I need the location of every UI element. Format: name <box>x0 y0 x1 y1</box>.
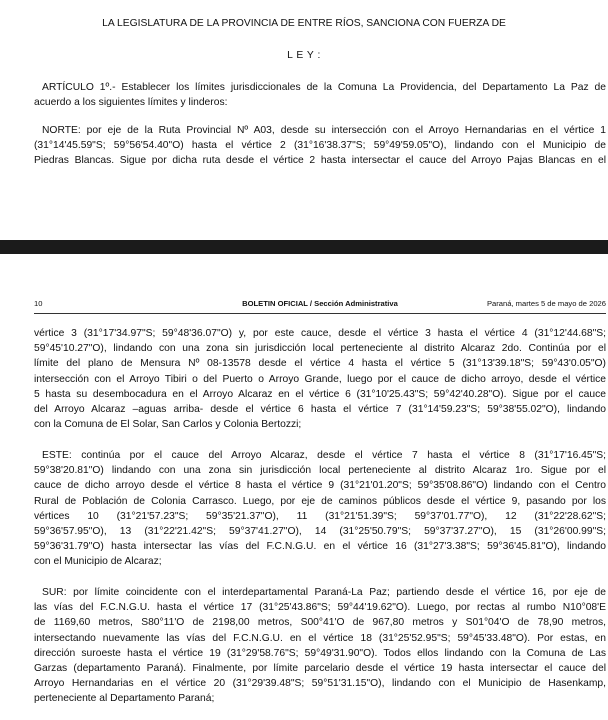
page-separator <box>0 240 608 254</box>
header-divider <box>34 313 606 314</box>
sur-paragraph <box>34 585 606 707</box>
text-line: Piedras Blancas. Sigue por dicha ruta desde el vértice 2 hasta intersectar el cauce del Arroyo Pajas Blancas en el <box>34 155 606 167</box>
bulletin-title: BOLETIN OFICIAL / Sección Administrativa <box>242 299 398 308</box>
publication-date: Paraná, martes 5 de mayo de 2026 <box>486 299 606 308</box>
text-line: vértice 3 (31°17'34.97"S; 59°48'36.07"O) y, por este cauce, desde el vértice 3 hasta el vértice 4 (31°12'44.68"S; <box>34 328 606 339</box>
text-line: con la Comuna de El Solar, San Carlos y Colonia Bertozzi; <box>34 419 302 431</box>
text-line: las vías del F.C.N.G.U. hasta el vértice 17 (31°25'43.86"S; 59°44'19.62"O). Luego, por rectas al rumbo N10°08'E <box>34 602 606 614</box>
text-line: cauce de dicho arroyo desde el vértice 8 hasta el vértice 9 (31°21'01.20"S; 59°35'08.86"O) lindando con el Centro <box>34 480 606 492</box>
text-line: acuerdo a los siguientes límites y linderos: <box>34 97 228 109</box>
page-header <box>34 299 606 311</box>
text-line: con el Municipio de Alcaraz; <box>34 556 162 568</box>
ley-heading: L E Y : <box>287 50 321 61</box>
legislature-heading: LA LEGISLATURA DE LA PROVINCIA DE ENTRE RÍOS, SANCIONA CON FUERZA DE <box>102 18 506 29</box>
text-line: SUR: por límite coincidente con el interdepartamental Paraná-La Paz; partiendo desde el vértice 16, por eje de <box>42 587 606 598</box>
articulo-1-paragraph <box>34 80 606 110</box>
text-line: 5 hasta su desembocadura en el Arroyo Alcaraz en el vértice 6 (31°10'25.43"S; 59°42'40.28"O). Sigue por el cauce <box>34 388 606 400</box>
text-line: del Arroyo Alcaraz –aguas arriba- desde el vértice 6 hasta el vértice 7 (31°14'59.23"S; 59°38'55.02"O), lindando <box>34 404 606 416</box>
norte-continuation-paragraph <box>34 326 606 432</box>
text-line: ARTÍCULO 1º.- Establecer los límites jurisdiccionales de la Comuna La Providencia, del Departamento La Paz de <box>42 82 606 93</box>
text-line: Garzas (departamento Paraná). Finalmente, por límite parcelario desde el vértice 19 hasta intersectar el cauce del <box>34 663 606 675</box>
text-line: dirección suroeste hasta el vértice 19 (31°29'58.76"S; 59°49'31.90"O). Todos ellos lindando con la Comuna de Las <box>34 647 606 659</box>
text-line: intersectando nuevamente las vías del F.C.N.G.U. en el vértice 18 (31°25'52.95"S; 59°45'33.48"O). Por estas, en <box>34 632 606 644</box>
este-paragraph <box>34 448 606 570</box>
text-line: intersección con el Arroyo Tibiri o del Puerto o Arroyo Grande, luego por el cauce de dicho arroyo, desde el vértice <box>34 373 606 385</box>
text-line: 59°38'20.81"O) lindando con una zona sin jurisdicción local perteneciente al distrito Alcaraz 1ro. Sigue por el <box>34 465 606 477</box>
document-page-top <box>0 0 608 240</box>
text-line: NORTE: por eje de la Ruta Provincial Nº A03, desde su intersección con el Arroyo Hernandarias en el vértice 1 <box>42 125 606 136</box>
text-line: 59°45'10.27"O), lindando con una zona sin jurisdicción local perteneciente al distrito Alcaraz 2do. Continúa por el <box>34 343 606 355</box>
norte-paragraph <box>34 123 606 169</box>
document-page-bottom <box>0 254 608 720</box>
text-line: de 1169,60 metros, S80°11'O de 2198,00 metros, S00°41'O de 967,80 metros y S01°04'O de 78,90 metros, <box>34 617 606 629</box>
page-number: 10 <box>34 299 43 308</box>
text-line: límite del plano de Mensura Nº 08-13578 desde el vértice 4 hasta el vértice 5 (31°13'39.18"S; 59°43'0.05"O) <box>34 358 606 370</box>
text-line: vértices 10 (31°21'57.23"S; 59°35'21.37"O), 11 (31°21'51.39"S; 59°37'01.77"O), 12 (31°22'28.62"S; <box>34 510 606 522</box>
text-line: (31°14'45.59"S; 59°56'54.40"O) hasta el vértice 2 (31°16'38.37"S; 59°49'59.05"O), lindando con el Municipio de <box>34 140 606 152</box>
text-line: Rural de Población de Colonia Carrasco. Luego, por eje de caminos públicos desde el vértice 9, pasando por los <box>34 495 606 507</box>
text-line: Arroyo Hernandarias en el vértice 20 (31°29'39.48"S; 59°51'31.15"O), lindando con el Municipio de Hasenkamp, <box>34 678 606 690</box>
text-line: ESTE: continúa por el cauce del Arroyo Alcaraz, desde el vértice 7 hasta el vértice 8 (31°17'16.45"S; <box>42 450 606 461</box>
text-line: perteneciente al Departamento Paraná; <box>34 693 215 705</box>
text-line: 59°36'31.79"O) hasta intersectar las vías del F.C.N.G.U. en el vértice 16 (31°27'3.38"S; 59°36'45.81"O), lindando <box>34 541 606 553</box>
text-line: 59°36'57.95"O), 13 (31°22'21.42"S; 59°37'41.27"O), 14 (31°25'50.79"S; 59°37'37.27"O), 15 (31°26'00.99"S; <box>34 526 606 538</box>
